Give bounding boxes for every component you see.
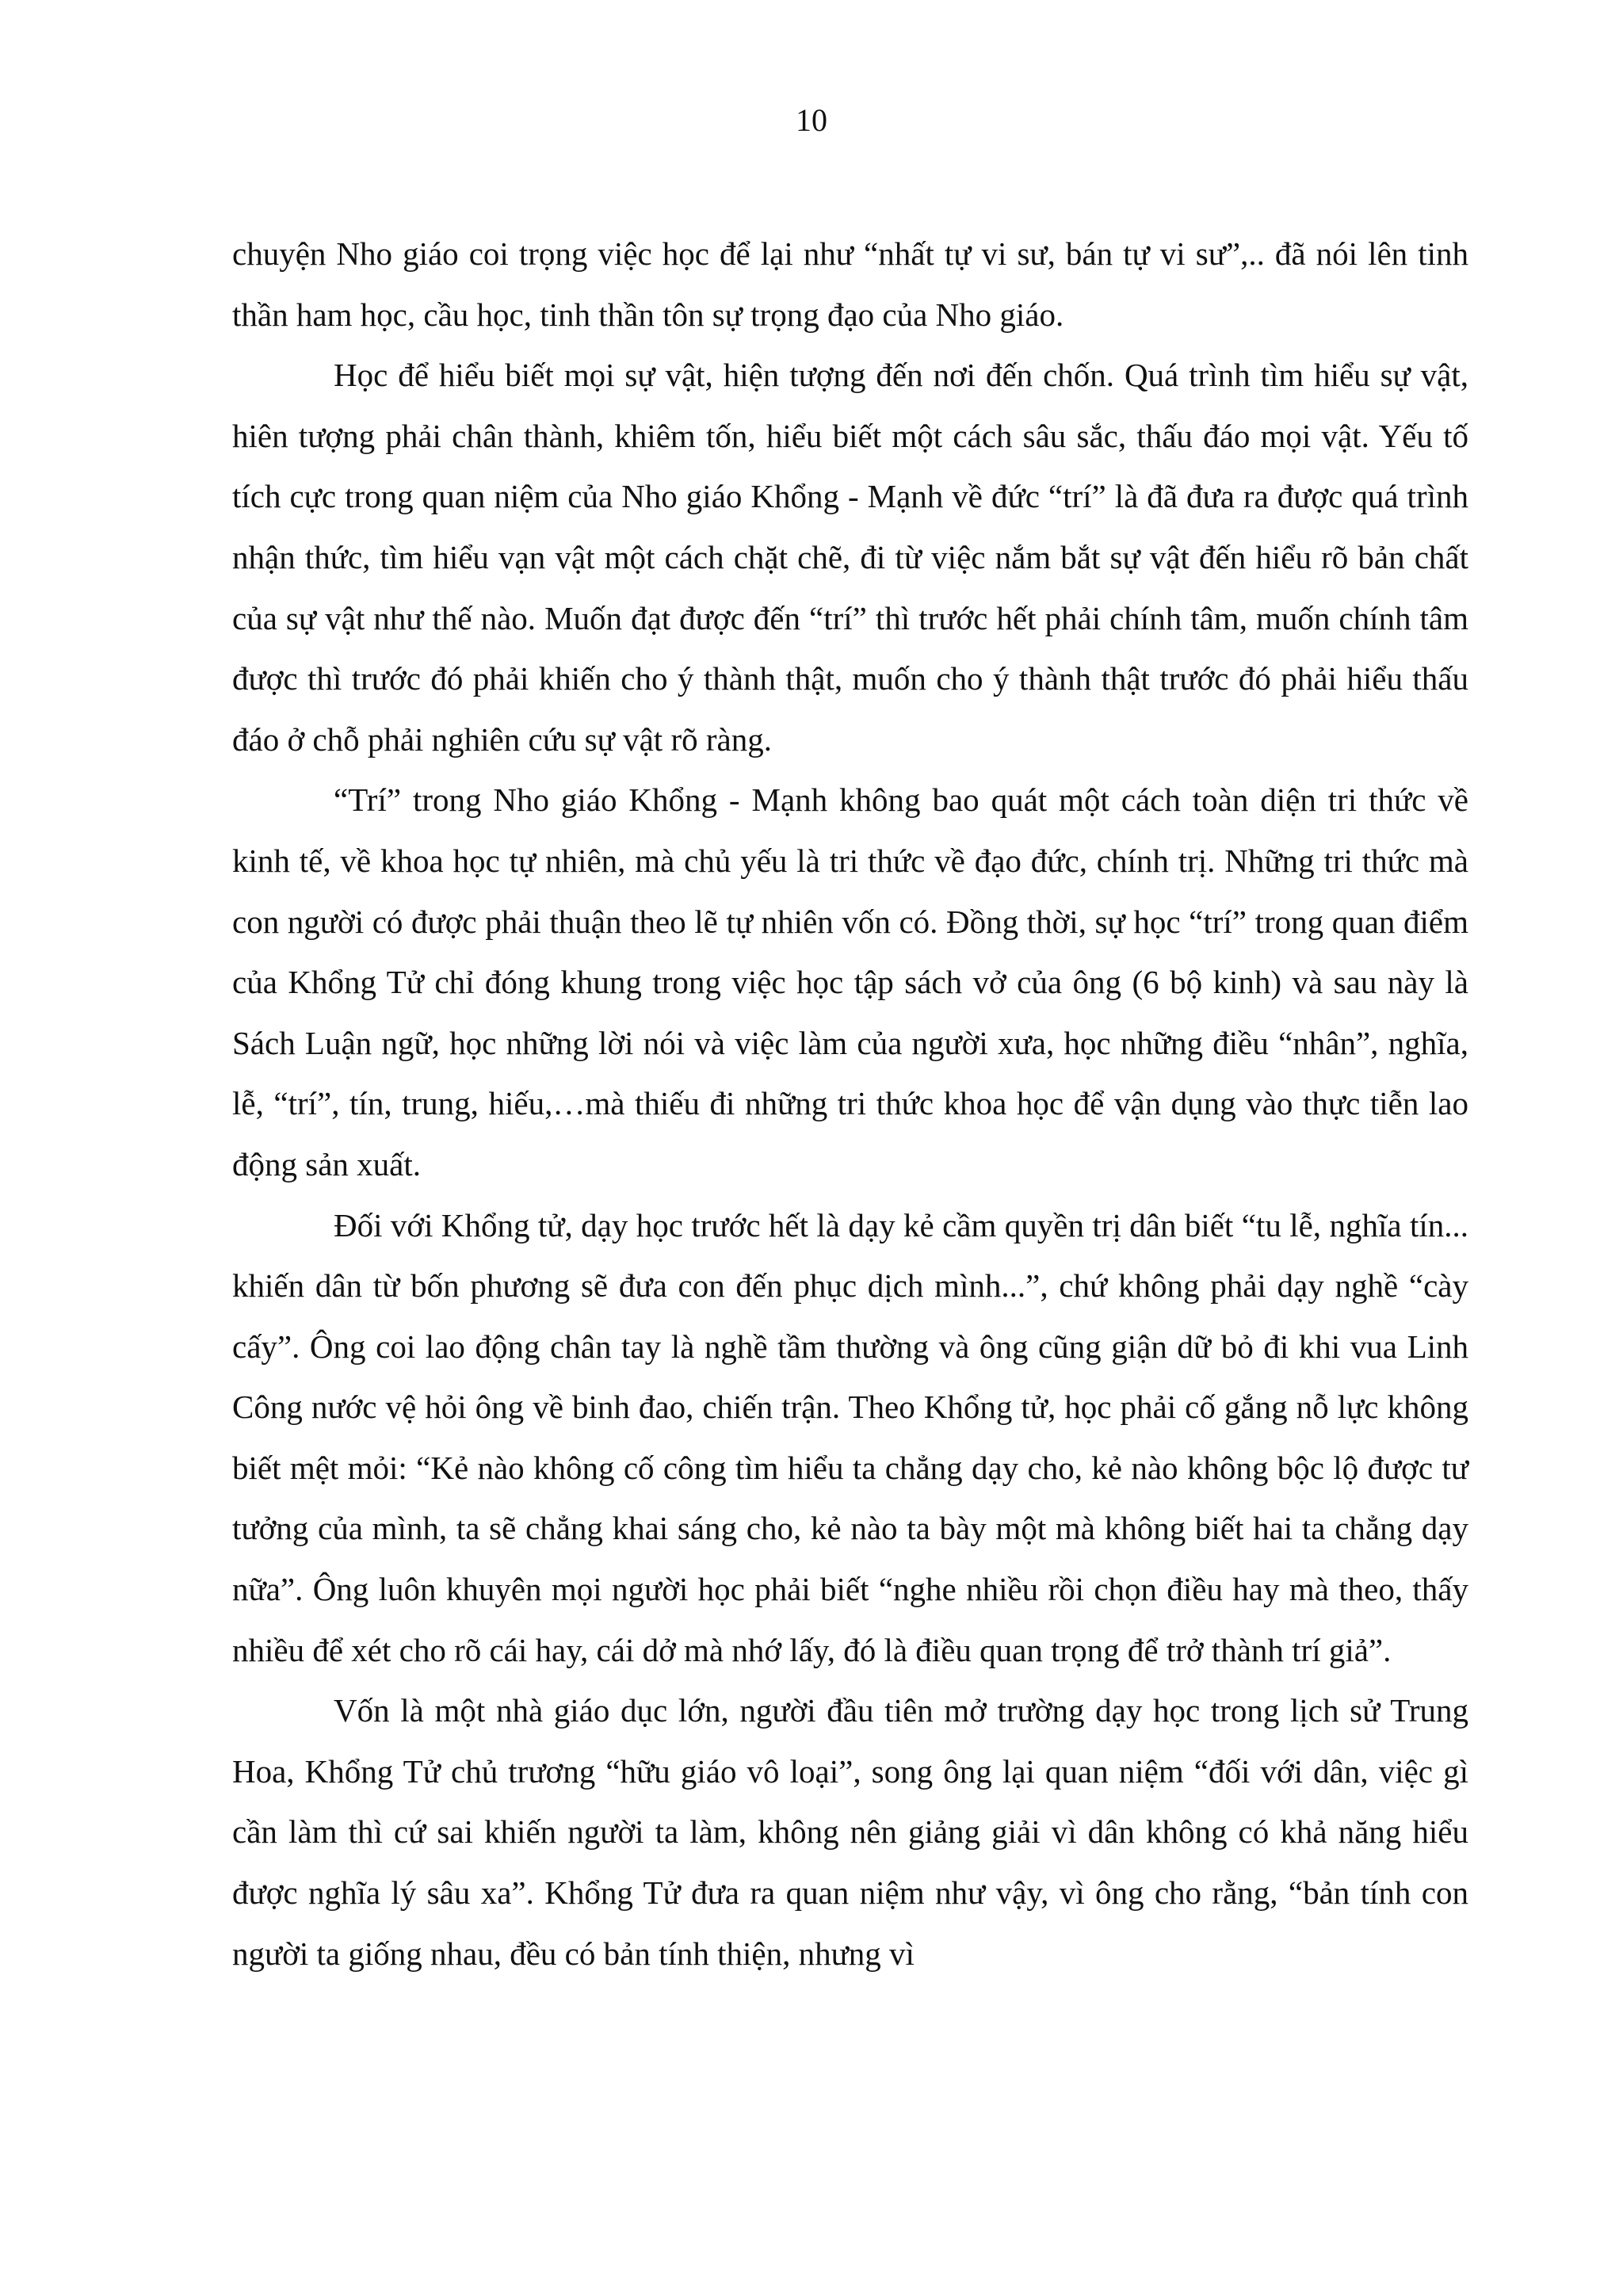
document-body [232,223,1468,1984]
page-number: 10 [796,102,827,138]
paragraph-4: Đối với Khổng tử, dạy học trước hết là dạy kẻ cầm quyền trị dân biết “tu lễ, nghĩa tín... khiến dân từ bốn phương sẽ đưa con đến phục dịch mình...”, chứ không phải dạy nghề “cày cấy”. Ông coi lao động chân tay là nghề tầm thường và ông cũng giận dữ bỏ đi khi vua Linh Công nước vệ hỏi ông về binh đao, chiến trận. Theo Khổng tử, học phải cố gắng nỗ lực không biết mệt mỏi: “Kẻ nào không cố công tìm hiểu ta chẳng dạy cho, kẻ nào không bộc lộ được tư tưởng của mình, ta sẽ chẳng khai sáng cho, kẻ nào ta bày một mà không biết hai ta chẳng dạy nữa”. Ông luôn khuyên mọi người học phải biết “nghe nhiều rồi chọn điều hay mà theo, thấy nhiều để xét cho rõ cái hay, cái dở mà nhớ lấy, đó là điều quan trọng để trở thành trí giả”. [232,1206,1468,1668]
paragraph-5: Vốn là một nhà giáo dục lớn, người đầu tiên mở trường dạy học trong lịch sử Trung Hoa, Khổng Tử chủ trương “hữu giáo vô loại”, song ông lại quan niệm “đối với dân, việc gì cần làm thì cứ sai khiến người ta làm, không nên giảng giải vì dân không có khả năng hiểu được nghĩa lý sâu xa”. Khổng Tử đưa ra quan niệm như vậy, vì ông cho rằng, “bản tính con người ta giống nhau, đều có bản tính thiện, nhưng vì [232,1692,1468,1972]
paragraph-1: chuyện Nho giáo coi trọng việc học để lại như “nhất tự vi sư, bán tự vi sư”,.. đã nói lên tinh thần ham học, cầu học, tinh thần tôn sự trọng đạo của Nho giáo. [232,235,1468,333]
paragraph-2: Học để hiểu biết mọi sự vật, hiện tượng đến nơi đến chốn. Quá trình tìm hiểu sự vật, hiên tượng phải chân thành, khiêm tốn, hiểu biết một cách sâu sắc, thấu đáo mọi vật. Yếu tố tích cực trong quan niệm của Nho giáo Khổng - Mạnh về đức “trí” là đã đưa ra được quá trình nhận thức, tìm hiểu vạn vật một cách chặt chẽ, đi từ việc nắm bắt sự vật đến hiểu rõ bản chất của sự vật như thế nào. Muốn đạt được đến “trí” thì trước hết phải chính tâm, muốn chính tâm được thì trước đó phải khiến cho ý thành thật, muốn cho ý thành thật trước đó phải hiểu thấu đáo ở chỗ phải nghiên cứu sự vật rõ ràng. [232,357,1468,758]
paragraph-3: “Trí” trong Nho giáo Khổng - Mạnh không bao quát một cách toàn diện tri thức về kinh tế, về khoa học tự nhiên, mà chủ yếu là tri thức về đạo đức, chính trị. Những tri thức mà con người có được phải thuận theo lẽ tự nhiên vốn có. Đồng thời, sự học “trí” trong quan điểm của Khổng Tử chỉ đóng khung trong việc học tập sách vở của ông (6 bộ kinh) và sau này là Sách Luận ngữ, học những lời nói và việc làm của người xưa, học những điều “nhân”, nghĩa, lễ, “trí”, tín, trung, hiếu,…mà thiếu đi những tri thức khoa học để vận dụng vào thực tiễn lao động sản xuất. [232,781,1468,1182]
